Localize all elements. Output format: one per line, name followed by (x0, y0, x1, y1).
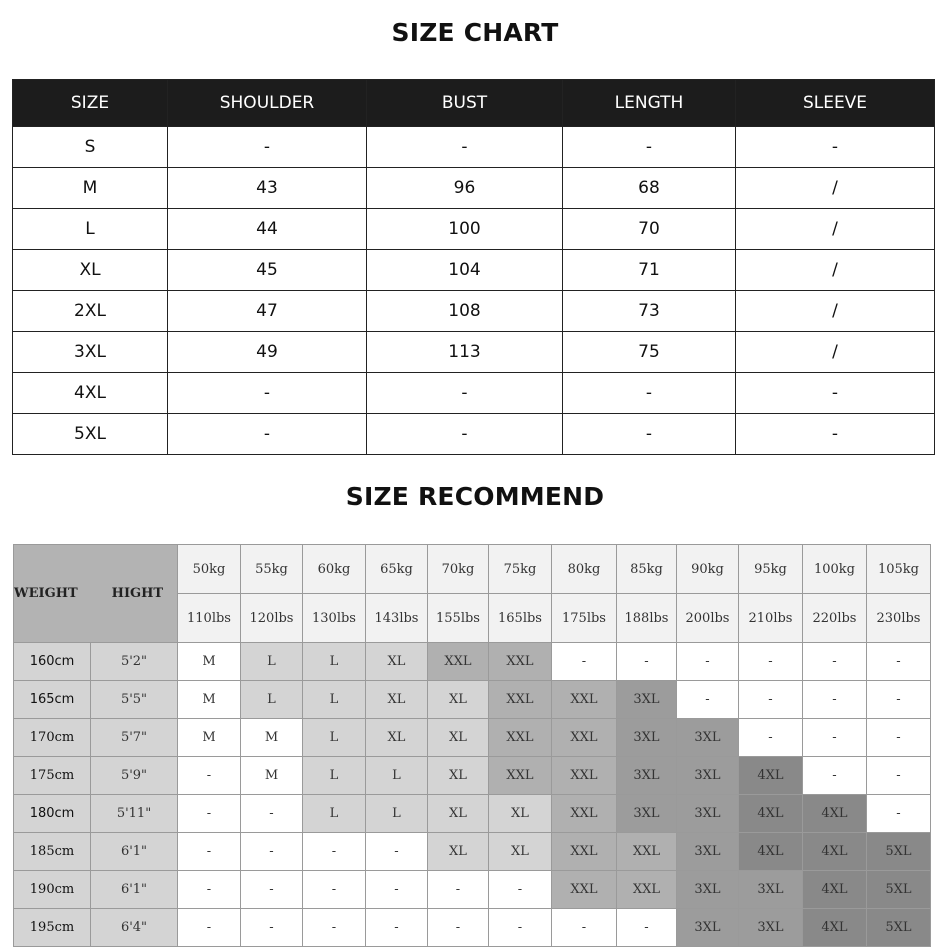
recommended-size: XL (366, 719, 428, 757)
recommended-size: - (867, 681, 931, 719)
recommended-size: L (241, 681, 303, 719)
recommended-size: - (867, 757, 931, 795)
corner-weight-label: WEIGHT (14, 586, 78, 601)
recommended-size: 4XL (803, 833, 867, 871)
recommended-size: - (241, 871, 303, 909)
size-chart-header-row (13, 80, 935, 127)
weight-height-corner (14, 545, 178, 643)
recommended-size: - (552, 643, 617, 681)
recommended-size: 4XL (739, 795, 803, 833)
cell-size: M (13, 168, 168, 209)
recommended-size: - (303, 871, 366, 909)
recommended-size: XL (366, 681, 428, 719)
corner-height-label: HIGHT (111, 586, 164, 601)
recommended-size: L (303, 757, 366, 795)
recommended-size: L (303, 719, 366, 757)
weight-lbs-header: 210lbs (739, 594, 803, 643)
cell-size: S (13, 127, 168, 168)
weight-kg-header: 80kg (552, 545, 617, 594)
recommended-size: - (428, 909, 489, 947)
size-chart-row (13, 209, 935, 250)
height-ft: 5'2" (91, 643, 178, 681)
weight-kg-header: 70kg (428, 545, 489, 594)
recommended-size: - (178, 871, 241, 909)
recommended-size: - (867, 643, 931, 681)
height-cm: 165cm (14, 681, 91, 719)
recommended-size: 3XL (739, 871, 803, 909)
weight-kg-header: 85kg (617, 545, 677, 594)
height-ft: 5'11" (91, 795, 178, 833)
weight-lbs-header: 175lbs (552, 594, 617, 643)
header-size: SIZE (13, 80, 168, 127)
size-chart-row (13, 291, 935, 332)
recommended-size: - (867, 795, 931, 833)
weight-lbs-header: 230lbs (867, 594, 931, 643)
weight-lbs-header: 188lbs (617, 594, 677, 643)
recommended-size: L (366, 795, 428, 833)
weight-kg-header: 75kg (489, 545, 552, 594)
cell-shoulder: - (168, 127, 367, 168)
weight-kg-row (14, 545, 931, 594)
recommended-size: L (241, 643, 303, 681)
height-ft: 5'5" (91, 681, 178, 719)
size-chart-row (13, 414, 935, 455)
cell-sleeve: - (736, 414, 935, 455)
height-row (14, 909, 931, 947)
recommended-size: - (739, 643, 803, 681)
cell-shoulder: - (168, 373, 367, 414)
height-cm: 185cm (14, 833, 91, 871)
size-chart-title: SIZE CHART (391, 18, 559, 47)
height-cm: 195cm (14, 909, 91, 947)
recommended-size: 3XL (739, 909, 803, 947)
cell-shoulder: 44 (168, 209, 367, 250)
cell-length: - (563, 414, 736, 455)
recommended-size: XXL (489, 719, 552, 757)
cell-bust: - (367, 414, 563, 455)
weight-kg-header: 95kg (739, 545, 803, 594)
cell-shoulder: - (168, 414, 367, 455)
weight-lbs-header: 155lbs (428, 594, 489, 643)
cell-length: 68 (563, 168, 736, 209)
height-ft: 6'1" (91, 833, 178, 871)
weight-lbs-header: 220lbs (803, 594, 867, 643)
recommended-size: - (303, 909, 366, 947)
cell-bust: 104 (367, 250, 563, 291)
recommended-size: XXL (489, 757, 552, 795)
cell-size: 5XL (13, 414, 168, 455)
header-bust: BUST (367, 80, 563, 127)
cell-sleeve: / (736, 332, 935, 373)
height-row (14, 871, 931, 909)
recommended-size: XXL (489, 681, 552, 719)
cell-length: 71 (563, 250, 736, 291)
recommended-size: XXL (552, 757, 617, 795)
recommended-size: XXL (552, 681, 617, 719)
recommended-size: 3XL (617, 795, 677, 833)
recommended-size: - (178, 757, 241, 795)
cell-bust: 108 (367, 291, 563, 332)
cell-sleeve: / (736, 168, 935, 209)
recommended-size: - (552, 909, 617, 947)
recommended-size: - (677, 681, 739, 719)
height-ft: 6'1" (91, 871, 178, 909)
cell-shoulder: 49 (168, 332, 367, 373)
weight-lbs-header: 130lbs (303, 594, 366, 643)
recommended-size: M (241, 719, 303, 757)
weight-kg-header: 65kg (366, 545, 428, 594)
recommended-size: 4XL (803, 795, 867, 833)
cell-size: 3XL (13, 332, 168, 373)
recommended-size: M (178, 681, 241, 719)
recommended-size: XXL (489, 643, 552, 681)
recommended-size: M (178, 643, 241, 681)
recommended-size: XXL (552, 719, 617, 757)
recommended-size: - (617, 643, 677, 681)
recommended-size: XL (489, 795, 552, 833)
cell-shoulder: 45 (168, 250, 367, 291)
recommended-size: L (303, 681, 366, 719)
recommended-size: - (803, 643, 867, 681)
cell-sleeve: / (736, 291, 935, 332)
header-length: LENGTH (563, 80, 736, 127)
cell-bust: 96 (367, 168, 563, 209)
recommended-size: L (303, 795, 366, 833)
recommended-size: - (739, 719, 803, 757)
recommended-size: XL (489, 833, 552, 871)
recommended-size: - (428, 871, 489, 909)
recommended-size: 3XL (677, 795, 739, 833)
recommended-size: 5XL (867, 909, 931, 947)
recommended-size: - (803, 681, 867, 719)
weight-kg-header: 100kg (803, 545, 867, 594)
height-ft: 5'7" (91, 719, 178, 757)
height-cm: 175cm (14, 757, 91, 795)
height-row (14, 681, 931, 719)
recommended-size: 3XL (677, 871, 739, 909)
height-cm: 170cm (14, 719, 91, 757)
size-chart-row (13, 127, 935, 168)
recommended-size: 3XL (617, 681, 677, 719)
recommended-size: - (677, 643, 739, 681)
cell-size: XL (13, 250, 168, 291)
weight-lbs-header: 120lbs (241, 594, 303, 643)
cell-sleeve: / (736, 209, 935, 250)
recommended-size: 5XL (867, 833, 931, 871)
height-row (14, 795, 931, 833)
cell-bust: - (367, 127, 563, 168)
size-chart-row (13, 168, 935, 209)
recommended-size: M (178, 719, 241, 757)
cell-length: 73 (563, 291, 736, 332)
recommended-size: XL (428, 833, 489, 871)
recommended-size: 3XL (617, 757, 677, 795)
recommended-size: XL (428, 681, 489, 719)
height-row (14, 757, 931, 795)
size-chart-table (12, 79, 935, 455)
size-chart-row (13, 373, 935, 414)
recommended-size: - (617, 909, 677, 947)
height-row (14, 833, 931, 871)
cell-length: 75 (563, 332, 736, 373)
cell-sleeve: / (736, 250, 935, 291)
recommended-size: XL (366, 643, 428, 681)
recommended-size: - (178, 909, 241, 947)
weight-lbs-header: 200lbs (677, 594, 739, 643)
weight-kg-header: 55kg (241, 545, 303, 594)
recommended-size: L (303, 643, 366, 681)
recommended-size: - (241, 795, 303, 833)
recommended-size: - (366, 833, 428, 871)
recommended-size: - (803, 719, 867, 757)
recommended-size: - (489, 909, 552, 947)
recommended-size: - (366, 909, 428, 947)
recommended-size: - (489, 871, 552, 909)
recommended-size: - (366, 871, 428, 909)
height-cm: 180cm (14, 795, 91, 833)
recommended-size: XXL (428, 643, 489, 681)
cell-size: L (13, 209, 168, 250)
recommended-size: L (366, 757, 428, 795)
recommended-size: XXL (552, 833, 617, 871)
header-sleeve: SLEEVE (736, 80, 935, 127)
recommended-size: M (241, 757, 303, 795)
recommended-size: 4XL (739, 757, 803, 795)
recommended-size: XXL (617, 871, 677, 909)
cell-size: 4XL (13, 373, 168, 414)
recommended-size: 3XL (677, 833, 739, 871)
recommended-size: - (303, 833, 366, 871)
recommended-size: 4XL (739, 833, 803, 871)
recommended-size: 3XL (617, 719, 677, 757)
recommended-size: - (178, 833, 241, 871)
weight-kg-header: 60kg (303, 545, 366, 594)
height-row (14, 643, 931, 681)
cell-sleeve: - (736, 127, 935, 168)
weight-lbs-header: 110lbs (178, 594, 241, 643)
weight-lbs-header: 165lbs (489, 594, 552, 643)
height-ft: 6'4" (91, 909, 178, 947)
cell-length: - (563, 127, 736, 168)
recommended-size: - (178, 795, 241, 833)
recommended-size: 4XL (803, 909, 867, 947)
recommended-size: 3XL (677, 757, 739, 795)
cell-length: - (563, 373, 736, 414)
cell-bust: - (367, 373, 563, 414)
recommended-size: - (867, 719, 931, 757)
cell-bust: 113 (367, 332, 563, 373)
cell-shoulder: 47 (168, 291, 367, 332)
recommended-size: XXL (552, 795, 617, 833)
height-cm: 160cm (14, 643, 91, 681)
cell-sleeve: - (736, 373, 935, 414)
weight-kg-header: 105kg (867, 545, 931, 594)
height-row (14, 719, 931, 757)
weight-lbs-header: 143lbs (366, 594, 428, 643)
recommended-size: 3XL (677, 719, 739, 757)
cell-bust: 100 (367, 209, 563, 250)
cell-shoulder: 43 (168, 168, 367, 209)
size-recommend-table (13, 544, 931, 947)
height-cm: 190cm (14, 871, 91, 909)
header-shoulder: SHOULDER (168, 80, 367, 127)
size-chart-row (13, 332, 935, 373)
recommended-size: 5XL (867, 871, 931, 909)
size-recommend-title: SIZE RECOMMEND (345, 482, 605, 511)
weight-kg-header: 50kg (178, 545, 241, 594)
recommended-size: XXL (552, 871, 617, 909)
recommended-size: - (241, 833, 303, 871)
recommended-size: XL (428, 795, 489, 833)
size-chart-row (13, 250, 935, 291)
recommended-size: XL (428, 719, 489, 757)
recommended-size: - (241, 909, 303, 947)
recommended-size: 3XL (677, 909, 739, 947)
recommended-size: - (739, 681, 803, 719)
recommended-size: - (803, 757, 867, 795)
cell-length: 70 (563, 209, 736, 250)
cell-size: 2XL (13, 291, 168, 332)
weight-kg-header: 90kg (677, 545, 739, 594)
recommended-size: XL (428, 757, 489, 795)
recommended-size: 4XL (803, 871, 867, 909)
height-ft: 5'9" (91, 757, 178, 795)
recommended-size: XXL (617, 833, 677, 871)
